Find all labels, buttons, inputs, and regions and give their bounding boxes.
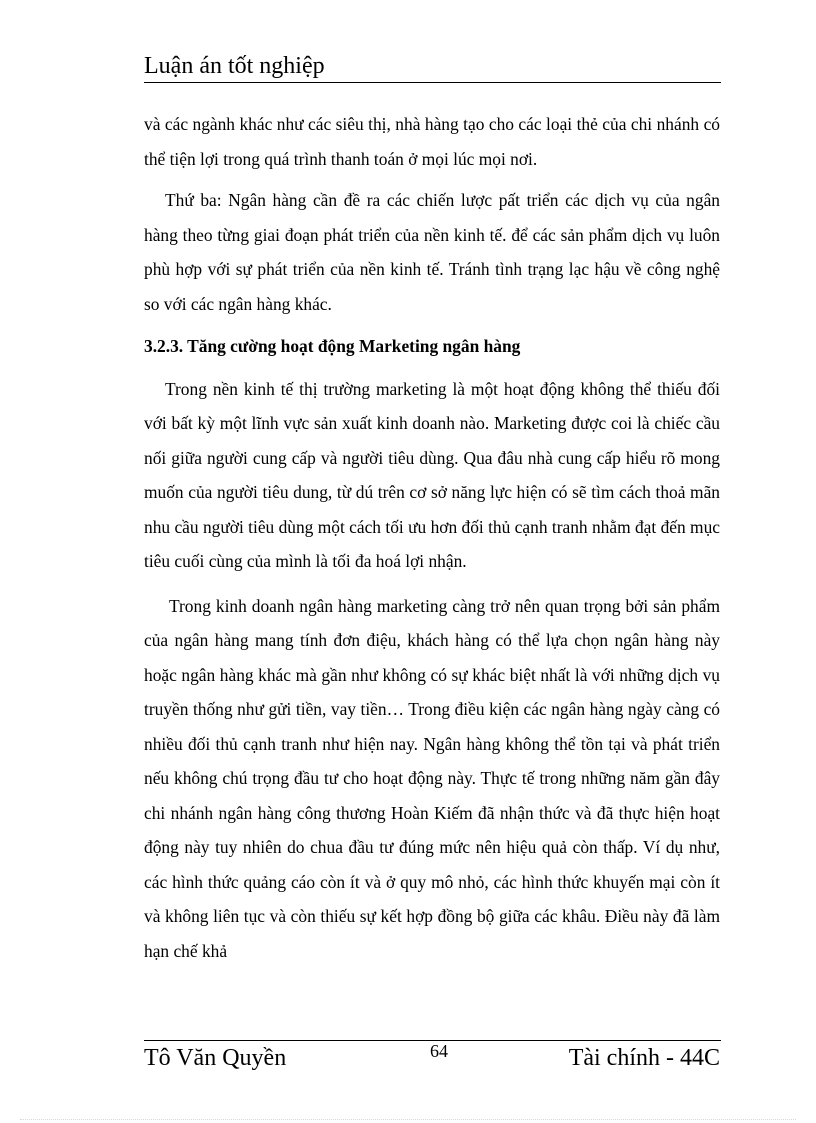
header-divider [144, 82, 721, 83]
paragraph-3: Trong nền kinh tế thị trường marketing là một hoạt động không thể thiếu đối với bất kỳ một lĩnh vực sản xuất kinh doanh nào. Marketing được coi là chiếc cầu nối giữa người cung cấp và người tiêu dùng. Qua đâu nhà cung cấp hiểu rõ mong muốn của người tiêu dung, từ dú trên cơ sở năng lực hiện có sẽ tìm cách thoả mãn nhu cầu người tiêu dùng một cách tối ưu hơn đối thủ cạnh tranh nhằm đạt đến mục tiêu cuối cùng của mình là tối đa hoá lợi nhận. [144, 378, 720, 571]
paragraph-4: Trong kinh doanh ngân hàng marketing càng trở nên quan trọng bởi sản phẩm của ngân hàng mang tính đơn điệu, khách hàng có thể lựa chọn ngân hàng này hoặc ngân hàng khác mà gần như không có sự khác biệt nhất là với những dịch vụ truyền thống như gửi tiền, vay tiền… Trong điều kiện các ngân hàng ngày càng có nhiều đối thủ cạnh tranh như hiện nay. Ngân hàng không thể tồn tại và phát triển nếu không chú trọng đầu tư cho hoạt động này. Thực tế trong những năm gần đây chi nhánh ngân hàng công thương Hoàn Kiếm đã nhận thức và đã thực hiện hoạt động này tuy nhiên do chua đầu tư đúng mức nên hiệu quả còn thấp. Ví dụ như, các hình thức quảng cáo còn ít và ở quy mô nhỏ, các hình thức khuyến mại còn ít và không liên tục và còn thiếu sự kết hợp đồng bộ giữa các khâu. Điều này đã làm hạn chế khả [144, 595, 720, 961]
page-number: 64 [430, 1041, 448, 1061]
page-header-title: Luận án tốt nghiệp [144, 53, 325, 79]
paragraph-1: và các ngành khác như các siêu thị, nhà hàng tạo cho các loại thẻ của chi nhánh có thể tiện lợi trong quá trình thanh toán ở mọi lúc mọi nơi. [144, 114, 720, 169]
footer-author: Tô Văn Quyền [144, 1045, 287, 1071]
footer-class: Tài chính - 44C [568, 1045, 720, 1071]
page-body [144, 107, 720, 968]
section-heading: 3.2.3. Tăng cường hoạt động Marketing ngân hàng [144, 336, 521, 356]
paragraph-2: Thứ ba: Ngân hàng cần đề ra các chiến lược pất triển các dịch vụ của ngân hàng theo từng giai đoạn phát triển của nền kinh tế. để các sản phẩm dịch vụ luôn phù hợp với sự phát triển của nền kinh tế. Tránh tình trạng lạc hậu về công nghệ so với các ngân hàng khác. [144, 190, 720, 314]
page-edge-divider [20, 1119, 796, 1120]
